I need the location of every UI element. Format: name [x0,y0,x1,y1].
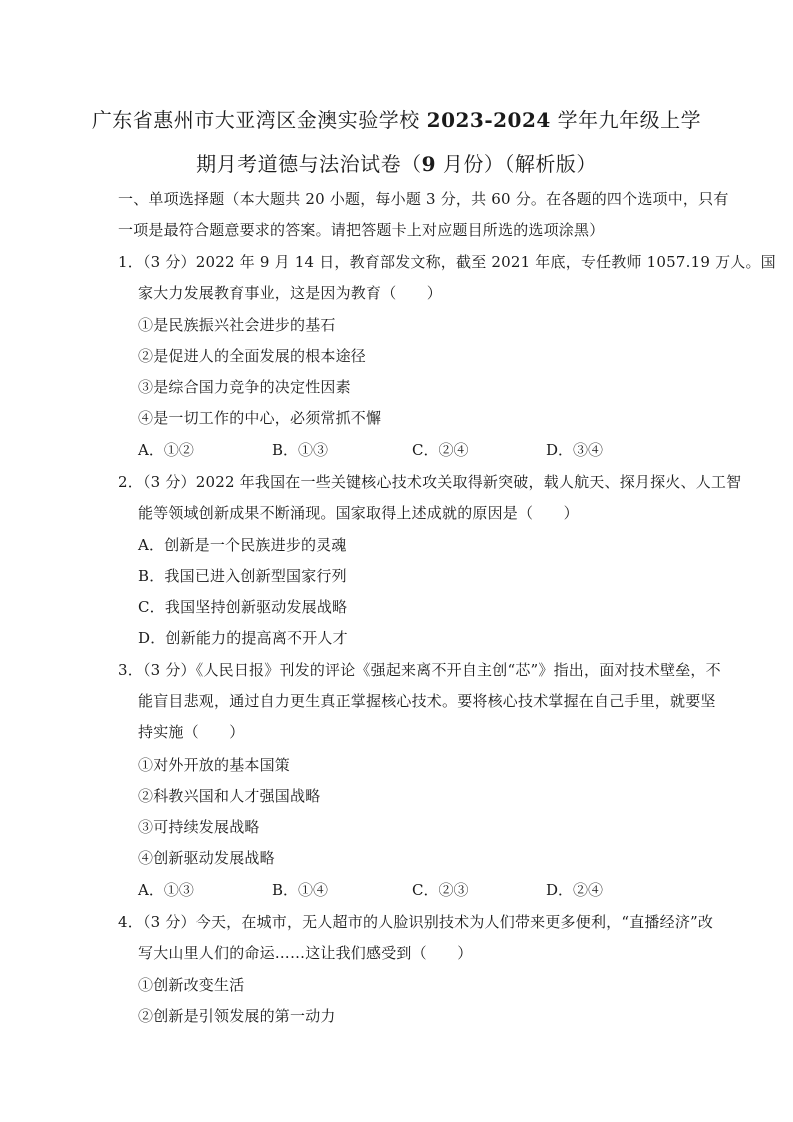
question-1-stem-line-2: 家大力发展教育事业，这是因为教育（ ） [138,284,443,302]
document-title-line-1 [0,104,793,133]
question-3-stem-line-3: 持实施（ ） [138,723,245,741]
question-3-item: ③可持续发展战略 [138,818,260,836]
question-2-stem-line-1: 2．（3 分）2022 年我国在一些关键核心技术攻关取得新突破，载人航天、探月探火、人工智 [118,473,742,491]
title-text: 期月考道德与法治试卷（ [196,152,422,176]
section-heading-line-2: 一项是最符合题意要求的答案。请把答题卡上对应题目所选的选项涂黑） [118,221,605,239]
question-3-item: ①对外开放的基本国策 [138,756,291,774]
question-1-item: ③是综合国力竞争的决定性因素 [138,378,351,396]
question-1-choice-b: B．①③ [272,441,329,459]
question-1-choice-c: C．②④ [412,441,469,459]
section-heading-line-1: 一、单项选择题（本大题共 20 小题，每小题 3 分，共 60 分。在各题的四个选项中，只有 [118,190,729,208]
title-year: 2023-2024 [426,108,551,132]
title-text: 学年九年级上学 [550,108,702,132]
question-1-stem-line-1: 1．（3 分）2022 年 9 月 14 日，教育部发文称，截至 2021 年底，专任教师 1057.19 万人。国 [118,253,776,271]
question-1-item: ④是一切工作的中心，必须常抓不懈 [138,409,382,427]
question-1-choice-a: A．①② [138,441,194,459]
question-1-item: ②是促进人的全面发展的根本途径 [138,347,367,365]
question-1-item: ①是民族振兴社会进步的基石 [138,316,336,334]
title-text: 广东省惠州市大亚湾区金澳实验学校 [91,108,427,132]
question-2-choice-a: A．创新是一个民族进步的灵魂 [138,536,347,554]
question-3-item: ②科教兴国和人才强国战略 [138,787,321,805]
question-3-choice-d: D．②④ [546,881,604,899]
question-2-choice-d: D．创新能力的提高离不开人才 [138,629,348,647]
question-2-stem-line-2: 能等领域创新成果不断涌现。国家取得上述成就的原因是（ ） [138,504,579,522]
question-4-stem-line-2: 写大山里人们的命运……这让我们感受到（ ） [138,944,473,962]
document-title-line-2 [0,148,793,177]
question-4-item: ①创新改变生活 [138,976,245,994]
title-text: 月份）（解析版） [436,152,597,176]
question-3-stem-line-2: 能盲目悲观，通过自力更生真正掌握核心技术。要将核心技术掌握在自己手里，就要坚 [138,692,716,710]
question-2-choice-c: C．我国坚持创新驱动发展战略 [138,598,348,616]
question-3-choice-b: B．①④ [272,881,329,899]
question-3-item: ④创新驱动发展战略 [138,849,275,867]
question-3-choice-a: A．①③ [138,881,194,899]
question-3-choice-c: C．②③ [412,881,469,899]
question-4-stem-line-1: 4．（3 分）今天，在城市，无人超市的人脸识别技术为人们带来更多便利，“直播经济”改 [118,913,714,931]
question-1-choice-d: D．③④ [546,441,604,459]
question-3-stem-line-1: 3．（3 分）《人民日报》刊发的评论《强起来离不开自主创“芯”》指出，面对技术壁垒，不 [118,661,721,679]
question-4-item: ②创新是引领发展的第一动力 [138,1007,336,1025]
question-2-choice-b: B．我国已进入创新型国家行列 [138,567,347,585]
title-month: 9 [421,152,437,176]
